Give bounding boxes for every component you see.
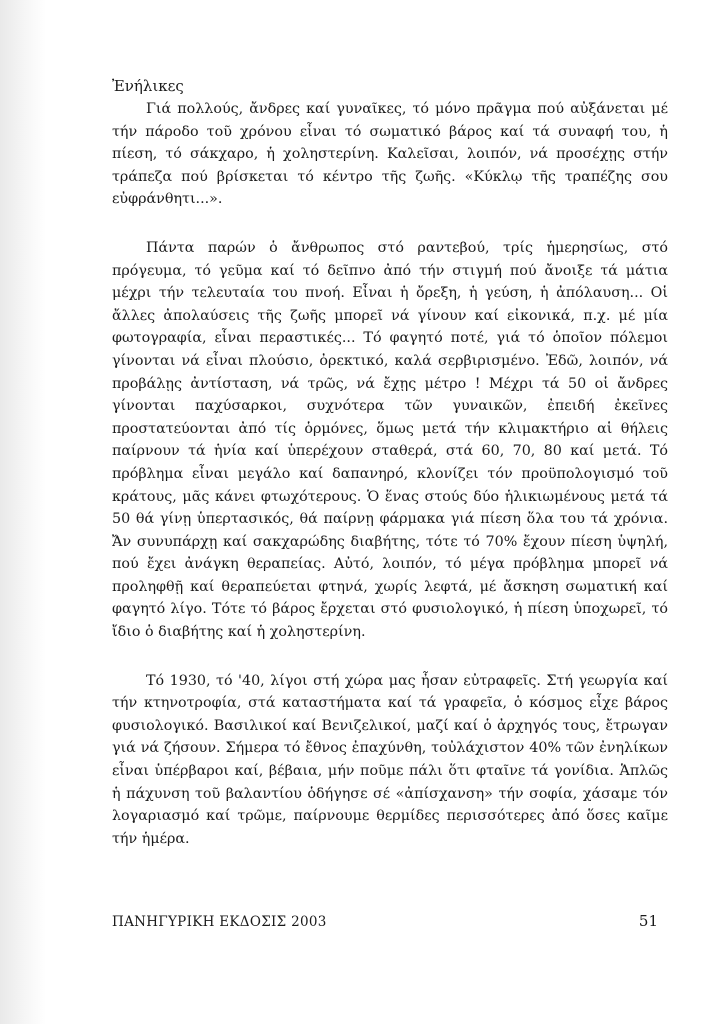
paragraph-2: Πάντα παρών ὁ ἄνθρωπος στό ραντεβού, τρίς ἡμερησίως, στό πρόγευμα, τό γεῦμα καί τό δεῖπνο ἀπό τήν στιγμή πού ἄνοιξε τά μάτια μέχρι τήν τελευταία του πνοή. Εἶναι ἡ ὄρεξη, ἡ γεύση, ἡ ἀπόλαυση... Οἱ ἄλλες ἀπολαύσεις τῆς ζωῆς μπορεῖ νά γίνουν καί εἰκονικά, π.χ. μέ μία φωτογραφία, εἶναι περαστικές... Τό φαγητό ποτέ, γιά τό ὁποῖον πόλεμοι γίνονται νά εἶναι πλούσιο, ὀρεκτικό, καλά σερβιρισμένο. Ἐδῶ, λοιπόν, νά προβάλῃς ἀντίσταση, νά τρῶς, νά ἔχῃς μέτρο ! Μέχρι τά 50 οἱ ἄνδρες γίνονται παχύσαρκοι, συχνότερα τῶν γυναικῶν, ἐπειδή ἐκεῖνες προστατεύονται ἀπό τίς ὁρμόνες, ὅμως μετά τήν κλιμακτήριο αἱ θήλεις παίρνουν τά ἡνία καί ὑπερέχουν σταθερά, στά 60, 70, 80 καί μετά. Τό πρόβλημα εἶναι μεγάλο καί δαπανηρό, κλονίζει τόν προϋπολογισμό τοῦ κράτους, μᾶς κάνει φτωχότερους. Ὁ ἕνας στούς δύο ἡλικιωμένους μετά τά 50 θά γίνῃ ὑπερτασικός, θά παίρνῃ φάρμακα γιά πίεση ὅλα του τά χρόνια. Ἄν συνυπάρχῃ καί σακχαρώδης διαβήτης, τότε τό 70% ἔχουν πίεση ὑψηλή, πού ἔχει ἀνάγκη θεραπείας. Αὐτό, λοιπόν, τό μέγα πρόβλημα μπορεῖ νά προληφθῇ καί θεραπεύεται φτηνά, χωρίς λεφτά, μέ ἄσκηση σωματική καί φαγητό λίγο. Τότε τό βάρος ἔρχεται στό φυσιολογικό, ἡ πίεση ὑποχωρεῖ, τό ἴδιο ὁ διαβήτης καί ἡ χοληστερίνη. — [112, 239, 668, 641]
scan-gutter-shadow — [0, 0, 46, 1024]
paragraph-3: Τό 1930, τό '40, λίγοι στή χώρα μας ἦσαν εὐτραφεῖς. Στή γεωργία καί τήν κτηνοτροφία, στά καταστήματα καί τά γραφεῖα, ὁ κόσμος εἶχε βάρος φυσιολογικό. Βασιλικοί καί Βενιζελικοί, μαζί καί ὁ ἀρχηγός τους, ἔτρωγαν γιά νά ζήσουν. Σήμερα τό ἔθνος ἐπαχύνθη, τοὐλάχιστον 40% τῶν ἐνηλίκων εἶναι ὑπέρβαροι καί, βέβαια, μήν ποῦμε πάλι ὅτι φταῖνε τά γονίδια. Ἁπλῶς ἡ πάχυνση τοῦ βαλαντίου ὁδήγησε σέ «ἀπίσχανση» τήν σοφία, χάσαμε τόν λογαριασμό καί τρῶμε, παίρνουμε θερμίδες περισσότερες ἀπό ὅσες καῖμε τήν ἡμέρα. — [112, 672, 668, 847]
page-number: 51 — [638, 912, 658, 930]
page-footer — [112, 912, 658, 930]
page-body — [112, 76, 668, 850]
section-heading: Ἐνήλικες — [112, 77, 184, 95]
paragraph-1: Γιά πολλούς, ἄνδρες καί γυναῖκες, τό μόνο πρᾶγμα πού αὐξάνεται μέ τήν πάροδο τοῦ χρόνου εἶναι τό σωματικό βάρος καί τά συναφή του, ἡ πίεση, τό σάκχαρο, ἡ χοληστερίνη. Καλεῖσαι, λοιπόν, νά προσέχῃς στήν τράπεζα πού βρίσκεται τό κέντρο τῆς ζωῆς. «Κύκλῳ τῆς τραπέζης σου εὐφράνθητι...». — [112, 101, 668, 208]
publication-title: ΠΑΝΗΓΥΡΙΚΗ ΕΚΔΟΣΙΣ 2003 — [112, 914, 327, 930]
